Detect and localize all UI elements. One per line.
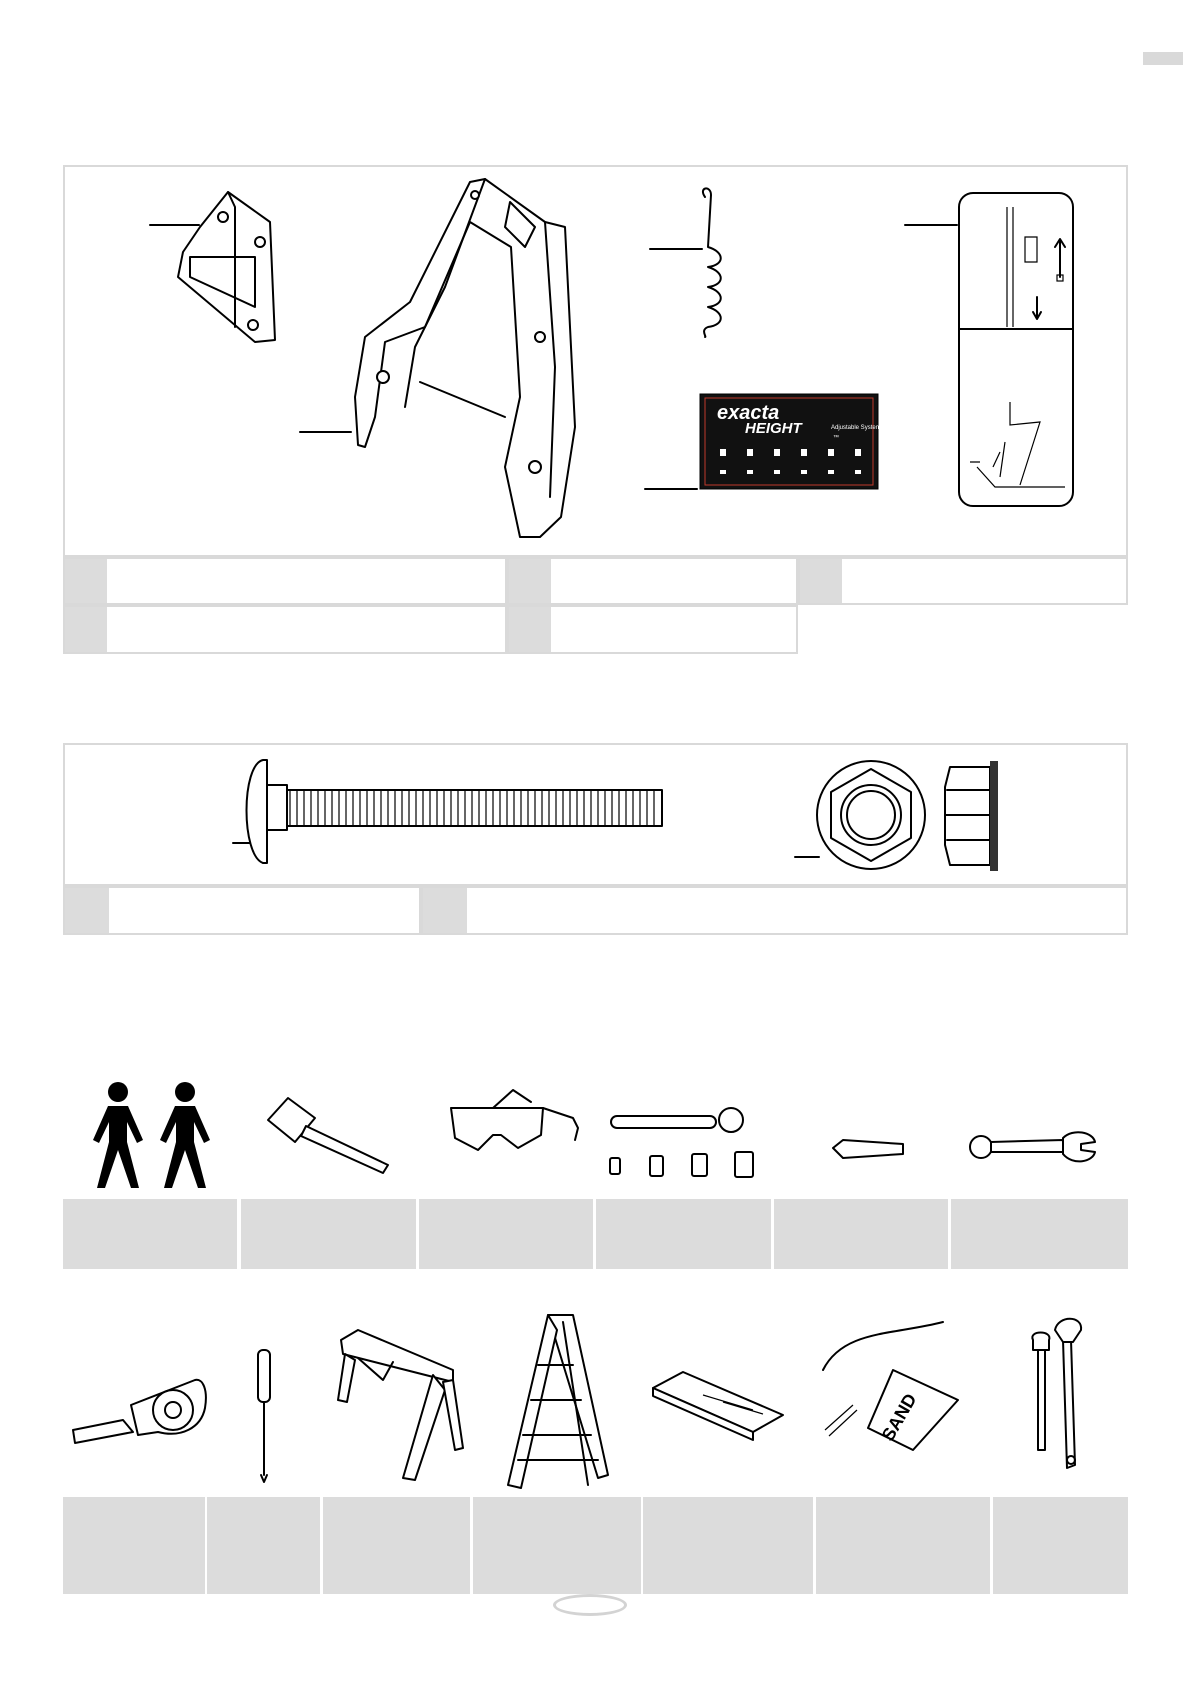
- carriage-bolt-illustration: [233, 760, 662, 863]
- adjustable-wrenches-icon: [1032, 1319, 1081, 1468]
- tool-label: [816, 1497, 990, 1525]
- part-row2-cell2: [507, 605, 798, 654]
- instruction-card-illustration: [905, 193, 1073, 506]
- parts-illustration-panel: [63, 165, 1128, 557]
- tool-label: [419, 1199, 593, 1227]
- tool-label: [993, 1497, 1128, 1525]
- socket-wrench-set-icon: [610, 1108, 753, 1177]
- hardware-number-box: [65, 888, 109, 933]
- part-row1-cell1: [63, 557, 507, 605]
- tool-label: [241, 1199, 416, 1227]
- tool-label: [323, 1497, 470, 1525]
- hardware-cell-2: [421, 886, 1128, 935]
- tools-row1-illustrations: [63, 1080, 1128, 1190]
- hardware-number-box: [423, 888, 467, 933]
- combination-wrench-icon: [970, 1132, 1095, 1161]
- tool-label: [473, 1497, 641, 1525]
- tool-label-cell: [774, 1199, 948, 1269]
- tools-row2-illustrations: [63, 1310, 1128, 1490]
- tool-label-cell: [323, 1497, 470, 1594]
- socket-extension-icon: [833, 1140, 903, 1158]
- part-number-box: [509, 607, 551, 652]
- tool-label: [63, 1199, 237, 1227]
- decal-brand-line2: HEIGHT: [745, 420, 802, 437]
- parts-illustrations: [65, 167, 1130, 559]
- tool-label-cell: [643, 1497, 813, 1594]
- exacta-height-decal: [645, 394, 881, 489]
- part-row2-cell1: [63, 605, 507, 654]
- page-corner-tab: [1143, 52, 1183, 65]
- two-people-icon: [93, 1082, 210, 1188]
- tape-measure-icon: [73, 1380, 206, 1443]
- tool-label: [63, 1497, 205, 1525]
- tool-label-cell: [951, 1199, 1128, 1269]
- flange-nut-illustration: [795, 761, 998, 871]
- tool-label: [774, 1199, 948, 1227]
- mounting-plate-illustration: [150, 192, 275, 342]
- hardware-cell-1: [63, 886, 421, 935]
- tool-label-cell: [419, 1199, 593, 1269]
- tool-label-cell: [63, 1199, 237, 1269]
- part-number-box: [65, 607, 107, 652]
- part-number-box: [65, 559, 107, 603]
- part-row1-cell2: [507, 557, 798, 605]
- hardware-illustrations: [65, 745, 1130, 888]
- tool-label-cell: [63, 1497, 205, 1594]
- tool-label: [596, 1199, 771, 1227]
- spring-hook-illustration: [650, 188, 721, 337]
- part-row1-cell3: [798, 557, 1128, 605]
- tool-label: [951, 1199, 1128, 1227]
- part-number-box: [800, 559, 842, 603]
- a-frame-bracket-illustration: [300, 179, 575, 537]
- tool-label: [207, 1497, 320, 1525]
- sand-hose-icon: [823, 1322, 958, 1450]
- step-ladder-icon: [508, 1315, 608, 1488]
- wood-board-icon: [653, 1372, 783, 1440]
- tool-label-cell: [596, 1199, 771, 1269]
- tool-label-cell: [993, 1497, 1128, 1594]
- page-number-oval: [553, 1594, 627, 1616]
- tool-label: [643, 1497, 813, 1525]
- screwdriver-icon: [258, 1350, 270, 1482]
- decal-brand-line1: exacta: [717, 402, 780, 424]
- tool-label-cell: [473, 1497, 641, 1594]
- decal-subtitle: Adjustable System: [831, 425, 881, 431]
- tool-label-cell: [207, 1497, 320, 1594]
- tool-label-cell: [241, 1199, 416, 1269]
- safety-glasses-icon: [451, 1090, 578, 1150]
- sandbag-label: SAND: [877, 1390, 921, 1445]
- sawhorse-icon: [338, 1330, 463, 1480]
- hardware-illustration-panel: [63, 743, 1128, 886]
- decal-trademark: ™: [833, 435, 839, 441]
- part-number-box: [509, 559, 551, 603]
- rubber-mallet-icon: [268, 1098, 388, 1173]
- tool-label-cell: [816, 1497, 990, 1594]
